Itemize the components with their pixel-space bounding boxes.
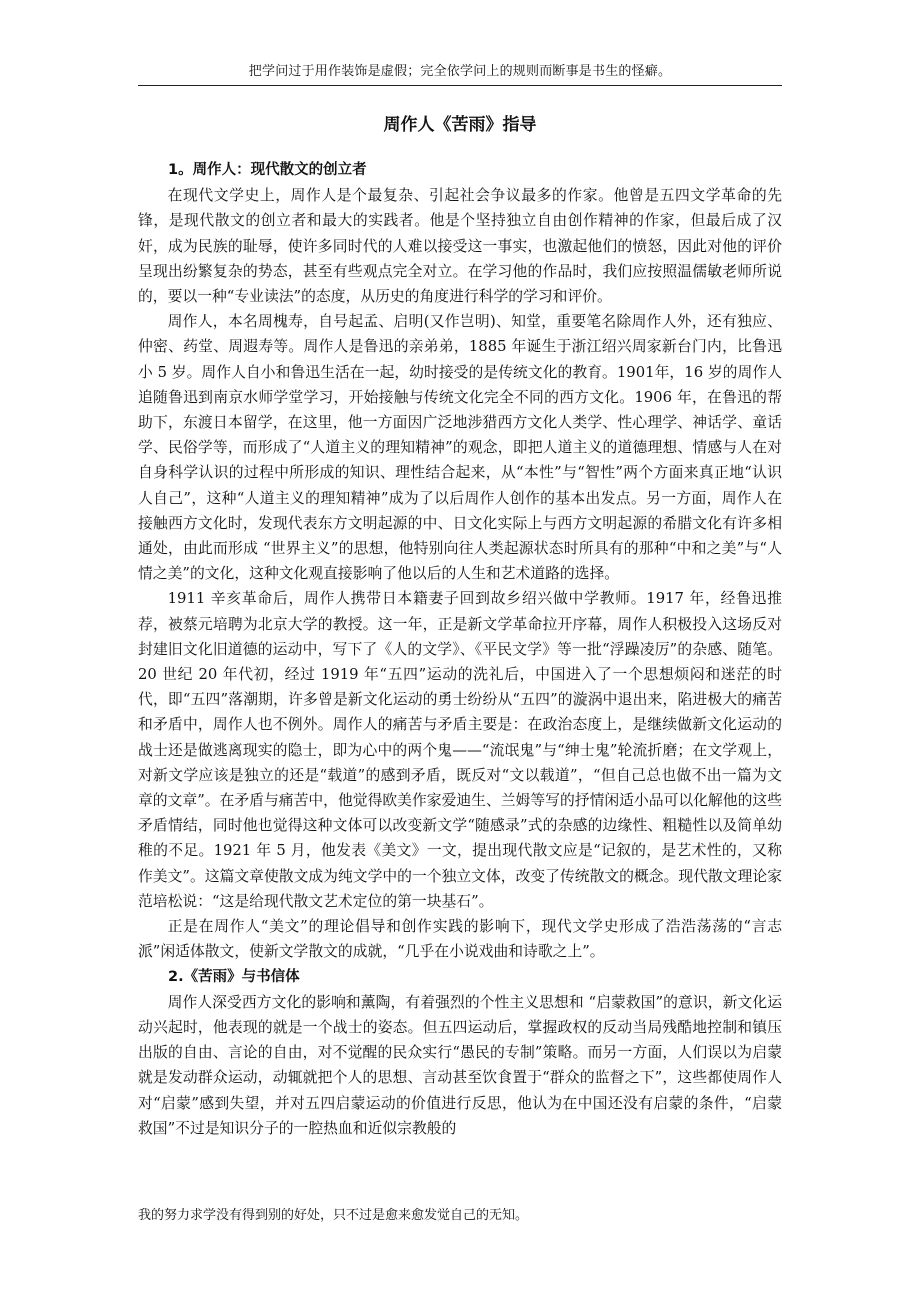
document-body bbox=[138, 158, 782, 1141]
document-title: 周作人《苦雨》指导 bbox=[383, 115, 537, 135]
paragraph: 周作人，本名周槐寿，自号起孟、启明(又作岂明)、知堂，重要笔名除周作人外，还有独应、仲密、药堂、周遐寿等。周作人是鲁迅的亲弟弟，1885 年诞生于浙江绍兴周家新台门内，比鲁迅小 5 岁。周作人自小和鲁迅生活在一起，幼时接受的是传统文化的教育。1901年，16 岁的周作人追随鲁迅到南京水师学堂学习，开始接触与传统文化完全不同的西方文化。1906 年，在鲁迅的帮助下，东渡日本留学，在这里，他一方面因广泛地涉猎西方文化人类学、性心理学、神话学、童话学、民俗学等，而形成了“人道主义的理知精神”的观念，即把人道主义的道德理想、情感与人在对自身科学认识的过程中所形成的知识、理性结合起来，从“本性”与“智性”两个方面来真正地“认识人自己”，这种“人道主义的理知精神”成为了以后周作人创作的基本出发点。另一方面，周作人在接触西方文化时，发现代表东方文明起源的中、日文化实际上与西方文明起源的希腊文化有许多相通处，由此而形成 “世界主义”的思想，他特别向往人类起源状态时所具有的那种“中和之美”与“人情之美”的文化，这种文化观直接影响了他以后的人生和艺术道路的选择。 bbox=[138, 313, 782, 583]
paragraph: 1911 辛亥革命后，周作人携带日本籍妻子回到故乡绍兴做中学教师。1917 年，经鲁迅推荐，被蔡元培聘为北京大学的教授。这一年，正是新文学革命拉开序幕，周作人积极投入这场反对封建旧文化旧道德的运动中，写下了《人的文学》、《平民文学》等一批“浮躁凌厉”的杂感、随笔。20 世纪 20 年代初，经过 1919 年“五四”运动的洗礼后，中国进入了一个思想烦闷和迷茫的时代，即“五四”落潮期，许多曾是新文化运动的勇士纷纷从“五四”的漩涡中退出来，陷进极大的痛苦和矛盾中，周作人也不例外。周作人的痛苦与矛盾主要是：在政治态度上，是继续做新文化运动的战士还是做逃离现实的隐士，即为心中的两个鬼——“流氓鬼”与“绅士鬼”轮流折磨；在文学观上，对新文学应该是独立的还是“载道”的感到矛盾，既反对“文以载道”，“但自己总也做不出一篇为文章的文章”。在矛盾与痛苦中，他觉得欧美作家爱迪生、兰姆等写的抒情闲适小品可以化解他的这些矛盾情结，同时他也觉得这种文体可以改变新文学“随感录”式的杂感的边缘性、粗糙性以及简单幼稚的不足。1921 年 5 月，他发表《美文》一文，提出现代散文应是“记叙的，是艺术性的，又称作美文”。这篇文章使散文成为纯文学中的一个独立文体，改变了传统散文的概念。现代散文理论家范培松说：“这是给现代散文艺术定位的第一块基石”。 bbox=[138, 590, 782, 910]
section-heading-2: 2.《苦雨》与书信体 bbox=[168, 968, 300, 985]
paragraph: 在现代文学史上，周作人是个最复杂、引起社会争议最多的作家。他曾是五四文学革命的先锋，是现代散文的创立者和最大的实践者。他是个坚持独立自由创作精神的作家，但最后成了汉奸，成为民族的耻辱，使许多同时代的人难以接受这一事实，也激起他们的愤怒，因此对他的评价呈现出纷繁复杂的势态，甚至有些观点完全对立。在学习他的作品时，我们应按照温儒敏老师所说的，要以一种“专业读法”的态度，从历史的角度进行科学的学习和评价。 bbox=[138, 187, 782, 306]
header-divider bbox=[138, 85, 782, 86]
footer-quote: 我的努力求学没有得到别的好处，只不过是愈来愈发觉自己的无知。 bbox=[138, 1208, 529, 1223]
section-heading-1: 1。周作人：现代散文的创立者 bbox=[168, 162, 367, 178]
paragraph: 周作人深受西方文化的影响和薰陶，有着强烈的个性主义思想和 “启蒙救国”的意识，新文化运动兴起时，他表现的就是一个战士的姿态。但五四运动后，掌握政权的反动当局残酷地控制和镇压出版的自由、言论的自由，对不觉醒的民众实行“愚民的专制”策略。而另一方面，人们误以为启蒙就是发动群众运动，动辄就把个人的思想、言动甚至饮食置于“群众的监督之下”，这些都使周作人对“启蒙”感到失望，并对五四启蒙运动的价值进行反思，他认为在中国还没有启蒙的条件，“启蒙救国”不过是知识分子的一腔热血和近似宗教般的 bbox=[138, 993, 782, 1137]
header-quote: 把学问过于用作装饰是虚假；完全依学问上的规则而断事是书生的怪癖。 bbox=[248, 64, 672, 79]
paragraph: 正是在周作人“美文”的理论倡导和创作实践的影响下，现代文学史形成了浩浩荡荡的“言志派”闲适体散文，使新文学散文的成就，“几乎在小说戏曲和诗歌之上”。 bbox=[138, 918, 782, 961]
